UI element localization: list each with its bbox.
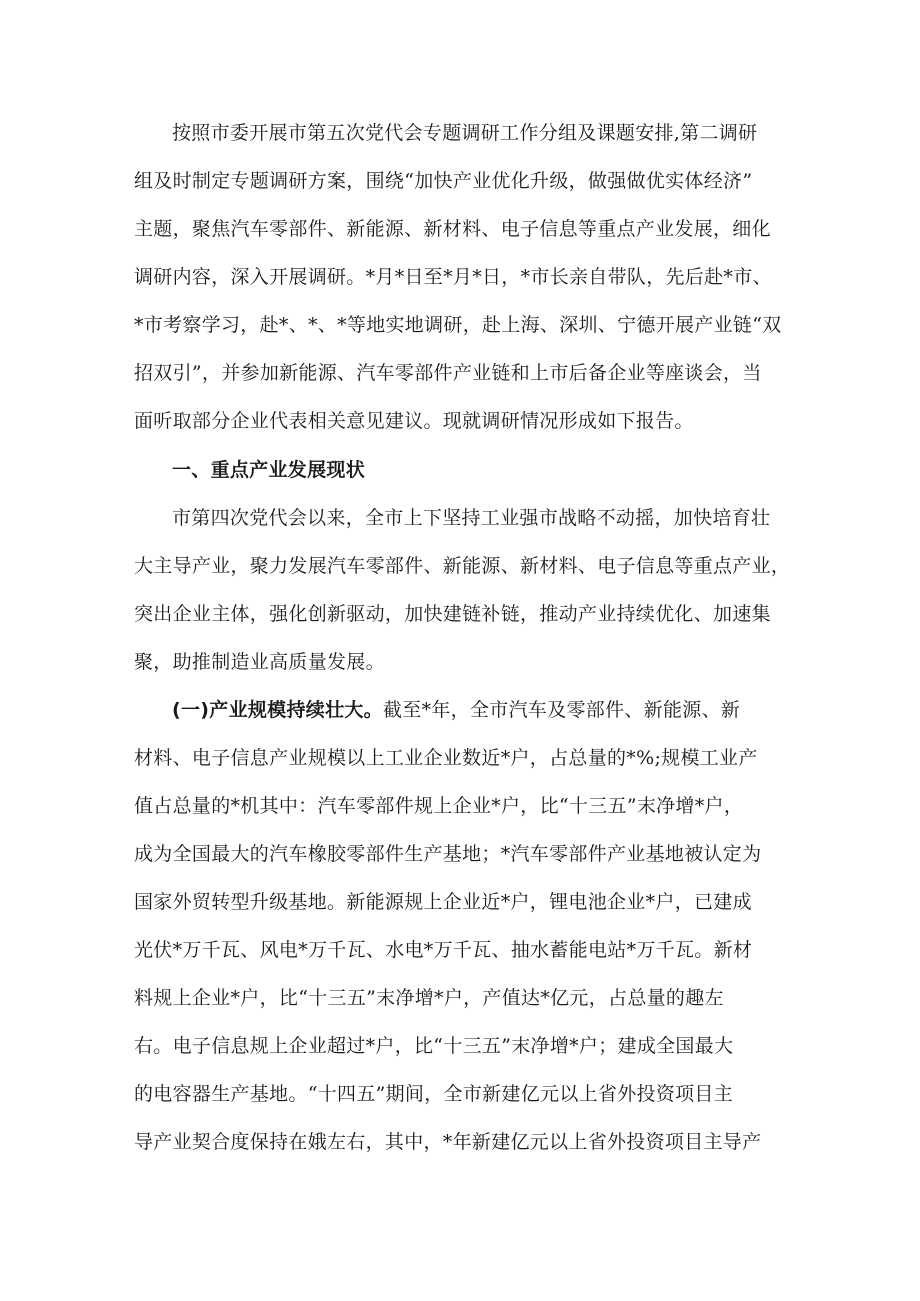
para3-line-4: 成为全国最大的汽车橡胶零部件生产基地；*汽车零部件产业基地被认定为 [134, 843, 762, 865]
para3-line-8: 右。电子信息规上企业超过*户，比“十三五”末净增*户；建成全国最大 [134, 1035, 734, 1057]
para1-line-7: 面听取部分企业代表相关意见建议。现就调研情况形成如下报告。 [134, 410, 694, 432]
para2-line-1: 市第四次党代会以来，全市上下坚持工业强市战略不动摇，加快培育壮 [172, 507, 771, 529]
para2-line-4: 聚，助推制造业高质量发展。 [134, 651, 385, 673]
para1-line-6: 招双引”，并参加新能源、汽车零部件产业链和上市后备企业等座谈会，当 [134, 362, 762, 384]
para3-line-1 [172, 698, 794, 722]
para1-line-3: 主题，聚焦汽车零部件、新能源、新材料、电子信息等重点产业发展，细化 [134, 218, 771, 240]
para1-line-2: 组及时制定专题调研方案，围绕“加快产业优化升级，做强做优实体经济” [134, 170, 753, 192]
para3-line-1-text: 截至*年，全市汽车及零部件、新能源、新 [382, 699, 741, 721]
para3-line-5: 国家外贸转型升级基地。新能源规上企业近*户，锂电池企业*户，已建成 [134, 891, 752, 913]
para3-line-3: 值占总量的*机其中：汽车零部件规上企业*户，比“十三五”末净增*户， [134, 795, 744, 817]
section-heading-1: 一、重点产业发展现状 [172, 459, 366, 481]
para3-line-7: 料规上企业*户，比“十三五”末净增*户，产值达*亿元，占总量的趣左 [134, 987, 724, 1009]
para2-line-3: 突出企业主体，强化创新驱动，加快建链补链，推动产业持续优化、加速集 [134, 603, 771, 625]
para2-line-2: 大主导产业，聚力发展汽车零部件、新能源、新材料、电子信息等重点产业， [134, 555, 791, 577]
para1-line-1: 按照市委开展市第五次党代会专题调研工作分组及课题安排,第二调研 [172, 122, 758, 144]
para1-line-5: *市考察学习，赴*、*、*等地实地调研，赴上海、深圳、宁德开展产业链“双 [134, 314, 782, 336]
para3-line-10: 导产业契合度保持在娥左右，其中，*年新建亿元以上省外投资项目主导产 [134, 1131, 762, 1153]
subsection-heading-1: (一)产业规模持续壮大。 [172, 699, 383, 721]
para3-line-9: 的电容器生产基地。“十四五”期间，全市新建亿元以上省外投资项目主 [134, 1083, 734, 1105]
para3-line-6: 光伏*万千瓦、风电*万千瓦、水电*万千瓦、抽水蓄能电站*万千瓦。新材 [134, 939, 753, 961]
para3-line-2: 材料、电子信息产业规模以上工业企业数近*户，占总量的*%;规模工业产 [134, 747, 758, 769]
para1-line-4: 调研内容，深入开展调研。*月*日至*月*日，*市长亲自带队，先后赴*市、 [134, 266, 772, 288]
